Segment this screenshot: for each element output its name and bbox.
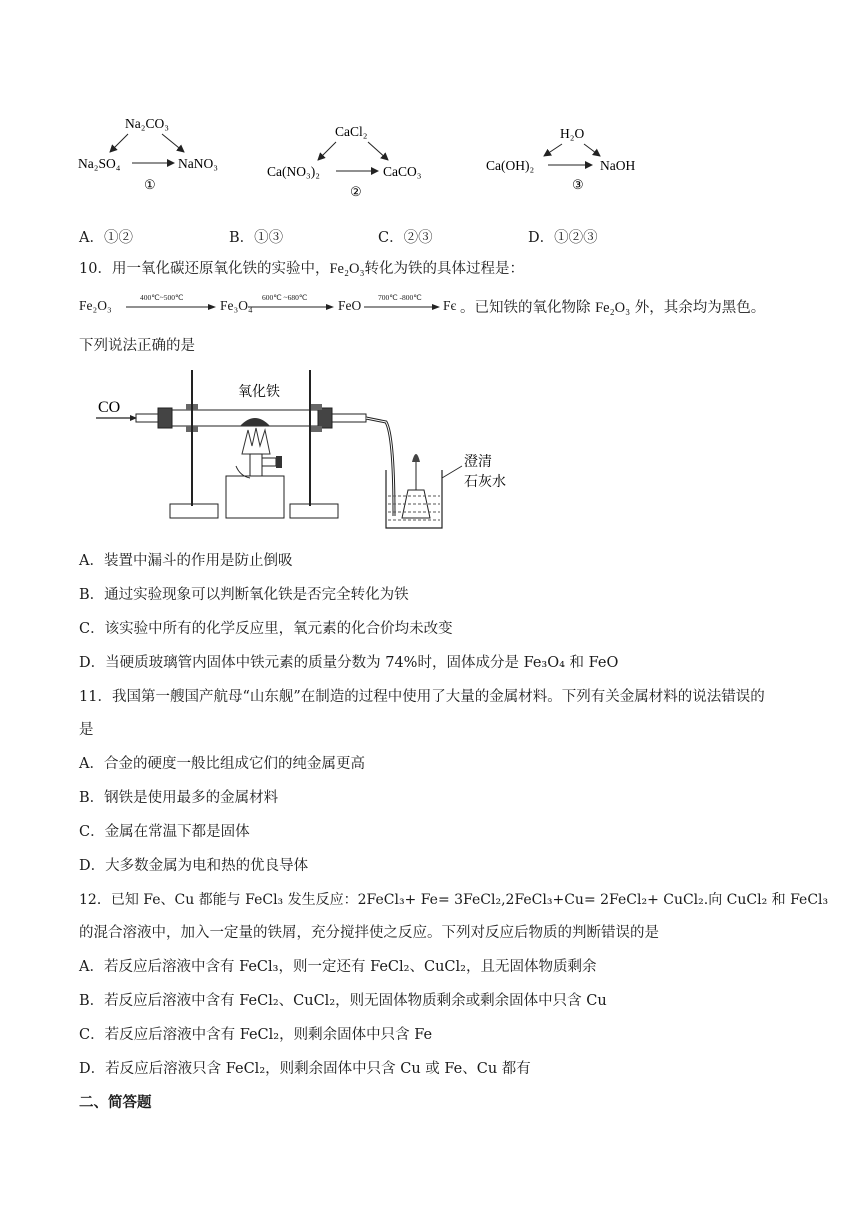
chain-tail-a: 。已知铁的氧化物除 (460, 300, 596, 316)
q9-d2-top: CaCl₂ (335, 124, 368, 139)
q9-d1-right: NaNO₃ (178, 156, 218, 171)
section-heading: 二、简答题 (79, 1094, 152, 1111)
q9-d2-left: Ca(NO₃)₂ (267, 164, 320, 179)
beaker-label-1: 澄清 (464, 455, 492, 470)
beaker-label-2: 石灰水 (464, 475, 506, 490)
q12-stem-2: 的混合溶液中，加入一定量的铁屑，充分搅拌使之反应。下列对反应后物质的判断错误的是 (79, 925, 659, 941)
q12-option-a[interactable]: A．若反应后溶液中含有 FeCl₃，则一定还有 FeCl₂、CuCl₂，且无固体物质剩余 (79, 959, 597, 975)
q9-d3-top: H₂O (560, 126, 585, 141)
q9-d1-left: Na₂SO₄ (78, 156, 121, 171)
q10-stem-b: Fe₂O₃ (329, 261, 365, 277)
q9-d3-num: ③ (572, 177, 584, 192)
q10-option-a[interactable]: A．装置中漏斗的作用是防止倒吸 (79, 553, 293, 569)
q9-option-a[interactable]: A．①② (79, 230, 133, 246)
q10-stem-a: 10．用一氧化碳还原氧化铁的实验中， (79, 261, 330, 277)
q9-d1-num: ① (144, 177, 156, 192)
q10-stem (79, 259, 524, 279)
tube-label: 氧化铁 (238, 385, 280, 400)
q9-diagram-2 (267, 124, 422, 199)
q10-option-c[interactable]: C．该实验中所有的化学反应里，氧元素的化合价均未改变 (79, 621, 453, 637)
chain-temp-1: 400℃~500℃ (140, 293, 184, 302)
q10-apparatus-figure (90, 366, 530, 532)
co-label: CO (98, 399, 121, 416)
chain-tail (460, 296, 765, 317)
q10-stem-c: 转化为铁的具体过程是： (364, 261, 525, 277)
chain-temp-3: 700℃ -800℃ (378, 293, 422, 302)
q11-stem-2: 是 (79, 722, 94, 738)
chain-feo: FeO (338, 298, 362, 313)
q9-d3-left: Ca(OH)₂ (486, 158, 535, 173)
q12-option-d[interactable]: D．若反应后溶液只含 FeCl₂，则剩余固体中只含 Cu 或 Fe、Cu 都有 (79, 1061, 531, 1077)
q9-diagrams (70, 108, 670, 200)
chain-fe: Fє (443, 298, 457, 313)
chain-tail-b: Fe₂O₃ (595, 300, 631, 316)
q9-d2-right: CaCO₃ (383, 164, 422, 179)
q10-stem-end: 下列说法正确的是 (79, 338, 195, 354)
q11-option-d[interactable]: D．大多数金属为电和热的优良导体 (79, 858, 309, 874)
chain-fe3o4: Fe₃O₄ (220, 298, 253, 313)
q12-option-b[interactable]: B．若反应后溶液中含有 FeCl₂、CuCl₂，则无固体物质剩余或剩余固体中只含 Cu (79, 993, 607, 1009)
chain-temp-2: 600℃ ~680℃ (262, 293, 308, 302)
q9-diagram-1 (78, 116, 218, 192)
q11-option-c[interactable]: C．金属在常温下都是固体 (79, 824, 250, 840)
q11-stem-1: 11．我国第一艘国产航母“山东舰”在制造的过程中使用了大量的金属材料。下列有关金属材料的说法错误的 (79, 689, 765, 705)
q10-option-b[interactable]: B．通过实验现象可以判断氧化铁是否完全转化为铁 (79, 587, 409, 603)
q11-option-a[interactable]: A．合金的硬度一般比组成它们的纯金属更高 (79, 756, 365, 772)
q12-option-c[interactable]: C．若反应后溶液中含有 FeCl₂，则剩余固体中只含 Fe (79, 1027, 433, 1043)
chain-fe2o3: Fe₂O₃ (79, 298, 112, 313)
q10-option-d[interactable]: D．当硬质玻璃管内固体中铁元素的质量分数为 74%时，固体成分是 Fe₃O₄ 和 FeO (79, 655, 619, 671)
q9-d3-right: NaOH (600, 158, 636, 173)
q9-option-c[interactable]: C．②③ (378, 230, 433, 246)
q9-d2-num: ② (350, 184, 362, 199)
chain-tail-c: 外，其余均为黑色。 (630, 300, 766, 316)
q9-option-b[interactable]: B．①③ (229, 230, 284, 246)
q9-option-d[interactable]: D．①②③ (528, 230, 598, 246)
q9-diagram-3 (486, 126, 635, 192)
q9-d1-top: Na₂CO₃ (125, 116, 169, 131)
q12-stem-1: 12．已知 Fe、Cu 都能与 FeCl₃ 发生反应：2FeCl₃+ Fe= 3FeCl₂,2FeCl₃+Cu= 2FeCl₂+ CuCl₂.向 CuCl₂ 和 FeCl₃ (79, 892, 829, 908)
q11-option-b[interactable]: B．钢铁是使用最多的金属材料 (79, 790, 279, 806)
